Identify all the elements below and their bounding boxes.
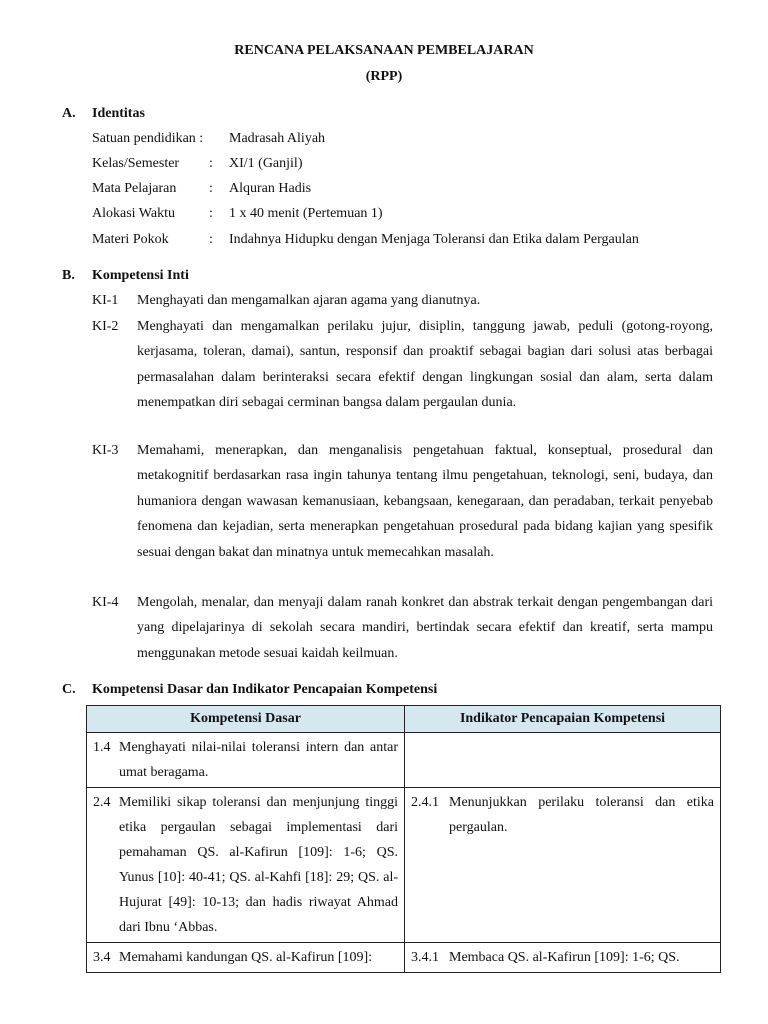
ipk-text: Membaca QS. al-Kafirun [109]: 1-6; QS. <box>449 950 680 965</box>
ki-item <box>92 288 713 313</box>
identity-colon: : <box>209 206 213 221</box>
section-c-title: Kompetensi Dasar dan Indikator Pencapaian Kompetensi <box>92 682 438 697</box>
ki-text: Mengolah, menalar, dan menyaji dalam ranah konkret dan abstrak terkait dengan pengembangan dari yang dipelajarinya di sekolah secara mandiri, bertindak secara efektif dan kreatif, serta mampu menggunakan metode sesuai kaidah keilmuan. <box>137 595 713 661</box>
identity-value: Alquran Hadis <box>229 181 312 196</box>
identity-label: Materi Pokok <box>92 232 169 247</box>
kd-text: Menghayati nilai-nilai toleransi intern dan antar umat beragama. <box>119 740 398 780</box>
ki-text: Menghayati dan mengamalkan ajaran agama yang dianutnya. <box>137 293 481 308</box>
identity-colon: : <box>209 156 213 171</box>
table-header-row <box>87 706 721 733</box>
section-a-heading <box>62 106 145 122</box>
identity-value: 1 x 40 menit (Pertemuan 1) <box>229 206 383 221</box>
ipk-text: Menunjukkan perilaku toleransi dan etika pergaulan. <box>449 795 714 835</box>
table-row <box>87 733 721 788</box>
section-c-letter: C. <box>62 682 76 697</box>
ki-number: KI-4 <box>92 595 119 610</box>
identity-value: Madrasah Aliyah <box>229 131 326 146</box>
kd-number: 2.4 <box>93 795 111 810</box>
kd-number: 1.4 <box>93 740 111 755</box>
header-kompetensi-dasar: Kompetensi Dasar <box>87 706 405 733</box>
ipk-number: 3.4.1 <box>411 950 439 965</box>
ki-text: Memahami, menerapkan, dan menganalisis pengetahuan faktual, konseptual, prosedural dan metakognitif berdasarkan rasa ingin tahunya tentang ilmu pengetahuan, teknologi, seni, budaya, dan humaniora dengan wawasan kemanusiaan, kebangsaan, kenegaraan, dan peradaban, terkait penyebab fenomena dan kejadian, serta menerapkan pengetahuan prosedural pada bidang kajian yang spesifik sesuai dengan bakat dan minatnya untuk memecahkan masalah. <box>137 443 713 560</box>
ki-number: KI-2 <box>92 319 119 334</box>
kd-cell <box>87 733 405 788</box>
ki-item <box>92 314 713 416</box>
ki-text: Menghayati dan mengamalkan perilaku jujur, disiplin, tanggung jawab, peduli (gotong-royong, kerjasama, toleran, damai), santun, responsif dan proaktif sebagai bagian dari solusi atas berbagai permasalahan dalam berinteraksi secara efektif dengan lingkungan sosial dan alam, serta dalam menempatkan diri sebagai cerminan bangsa dalam pergaulan dunia. <box>137 319 713 411</box>
identity-label: Alokasi Waktu <box>92 206 175 221</box>
table-row <box>87 943 721 973</box>
ki-item <box>92 438 713 565</box>
identity-label: Mata Pelajaran <box>92 181 177 196</box>
kd-text: Memiliki sikap toleransi dan menjunjung tinggi etika pergaulan sebagai implementasi dari pemahaman QS. al-Kafirun [109]: 1-6; QS. Yunus [10]: 40-41; QS. al-Kahfi [18]: 29; QS. al-Hujurat [49]: 10-13; dan hadis riwayat Ahmad dari Ibnu ‘Abbas. <box>119 795 398 935</box>
kd-text: Memahami kandungan QS. al-Kafirun [109]: <box>119 950 373 965</box>
section-b-title: Kompetensi Inti <box>92 268 189 283</box>
table-row <box>87 788 721 943</box>
ipk-number: 2.4.1 <box>411 795 439 810</box>
doc-subtitle: (RPP) <box>365 69 403 84</box>
kd-cell <box>87 788 405 943</box>
kd-cell <box>87 943 405 973</box>
identity-label: Satuan pendidikan : <box>92 131 204 146</box>
doc-title: RENCANA PELAKSANAAN PEMBELAJARAN <box>234 43 534 58</box>
identity-value: Indahnya Hidupku dengan Menjaga Toleransi dan Etika dalam Pergaulan <box>229 232 639 247</box>
ipk-cell <box>405 788 721 943</box>
ki-item <box>92 590 713 666</box>
section-b-letter: B. <box>62 268 75 283</box>
ipk-cell <box>405 733 721 788</box>
identity-value: XI/1 (Ganjil) <box>229 156 303 171</box>
section-a-letter: A. <box>62 106 76 121</box>
ki-number: KI-1 <box>92 293 119 308</box>
header-indikator: Indikator Pencapaian Kompetensi <box>405 706 721 733</box>
section-a-title: Identitas <box>92 106 145 121</box>
kd-ipk-table <box>86 705 721 973</box>
identity-colon: : <box>209 181 213 196</box>
section-b-heading <box>62 268 189 284</box>
kd-number: 3.4 <box>93 950 111 965</box>
identity-label: Kelas/Semester <box>92 156 180 171</box>
ki-number: KI-3 <box>92 443 119 458</box>
ipk-cell <box>405 943 721 973</box>
identity-colon: : <box>209 232 213 247</box>
section-c-heading <box>62 682 437 698</box>
